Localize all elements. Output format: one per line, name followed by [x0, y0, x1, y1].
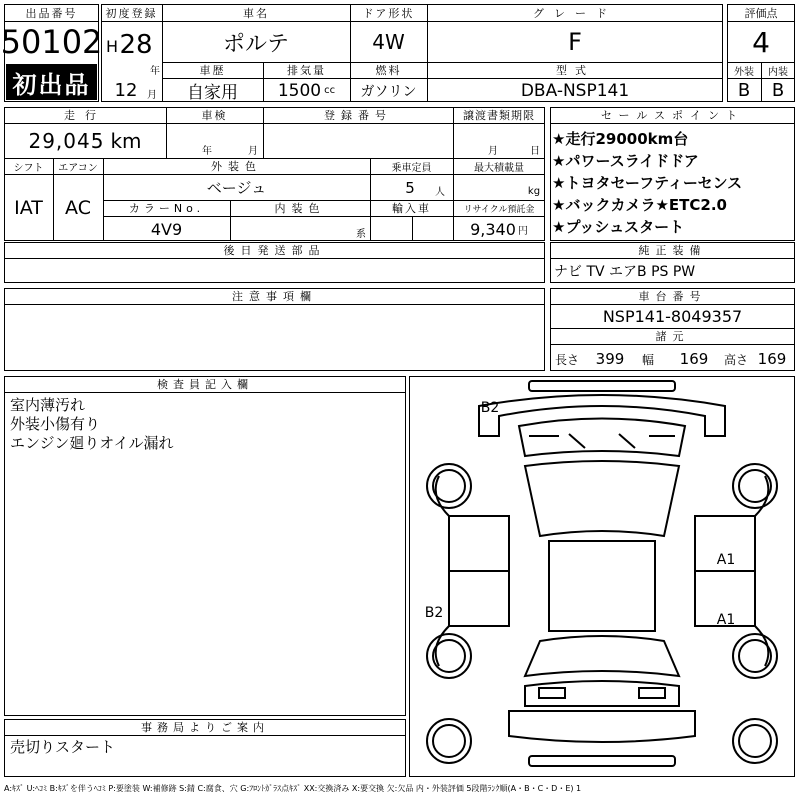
history-value: 自家用	[187, 83, 238, 103]
sales-points-title: セールスポイント	[600, 109, 744, 122]
interior-label: 内装	[768, 66, 788, 78]
office-note: 売切りスタート	[10, 738, 116, 756]
model-label: 型式	[556, 64, 594, 77]
recycle-value: 9,340 円	[470, 219, 528, 239]
inspector-notes	[10, 396, 174, 453]
transfer-deadline-label: 譲渡書類期限	[463, 109, 535, 122]
length-value: 399	[595, 350, 625, 368]
sales-point: ★バックカメラ★ETC2.0	[552, 196, 727, 214]
reg-label: 初度登録	[105, 6, 158, 20]
max-load-unit: kg	[527, 185, 541, 197]
score-label: 評価点	[744, 6, 778, 20]
sales-points-list	[552, 128, 742, 238]
interior-grade: B	[771, 80, 785, 101]
reg-year: 28	[119, 30, 153, 60]
ac-value: AC	[65, 197, 91, 219]
transfer-day-unit: 日	[530, 145, 540, 157]
later-parts-label: 後日発送部品	[223, 244, 326, 257]
inspector-line: エンジン廻りオイル漏れ	[10, 434, 174, 452]
equipment-value: ナビ TV エアB PS PW	[554, 264, 696, 280]
car-name: ポルテ	[222, 31, 289, 57]
sales-point: ★パワースライドドア	[552, 152, 699, 170]
interior-color-label: 内装色	[274, 202, 326, 215]
inspection-label: 車検	[201, 109, 228, 122]
length-label: 長さ	[554, 352, 579, 367]
reg-month: 12	[114, 79, 138, 101]
door-value: 4W	[372, 30, 405, 54]
height-value: 169	[757, 350, 787, 368]
mileage-value: 29,045 km	[28, 129, 142, 153]
color-value: ベージュ	[206, 179, 267, 197]
chassis-number: NSP141-8049357	[602, 307, 743, 326]
notes-title: 注意事項欄	[232, 290, 317, 303]
color-number-label: カラーNo.	[128, 202, 205, 215]
score-value: 4	[752, 25, 770, 59]
interior-color-unit: 系	[356, 228, 366, 240]
damage-mark-right-front: A1	[716, 552, 736, 568]
era: H	[105, 36, 119, 56]
transfer-month-unit: 月	[488, 145, 498, 157]
model-value: DBA-NSP141	[520, 80, 630, 101]
fuel-value: ガソリン	[360, 83, 417, 100]
inspector-line: 外装小傷有り	[10, 415, 101, 433]
car-name-label: 車名	[243, 6, 269, 20]
reg-month-unit: 月	[147, 89, 157, 101]
grade-value: F	[568, 28, 582, 56]
exterior-grade: B	[737, 80, 751, 101]
damage-mark-right-rear: A1	[716, 612, 736, 628]
first-listing-badge: 初出品	[6, 64, 97, 100]
reg-number-label: 登録番号	[324, 109, 392, 122]
height-label: 高さ	[723, 352, 748, 367]
displacement-value: 1500 cc	[277, 80, 336, 101]
grade-label: グレード	[533, 6, 617, 20]
recycle-label: リサイクル預託金	[463, 204, 535, 215]
sales-point: ★トヨタセーフティーセンス	[552, 174, 743, 192]
specs-title: 諸元	[655, 330, 690, 343]
width-label: 幅	[641, 352, 654, 367]
chassis-title: 車台番号	[638, 290, 707, 303]
shift-value: IAT	[14, 197, 43, 219]
shift-label: シフト	[13, 162, 44, 174]
reg-year-unit: 年	[150, 65, 160, 77]
capacity-value: 5	[405, 178, 415, 197]
damage-mark-left-rear: B2	[424, 605, 444, 621]
exterior-label: 外装	[734, 66, 754, 78]
displacement-label: 排気量	[287, 64, 326, 77]
inspector-title: 検査員記入欄	[157, 378, 253, 391]
import-label: 輸入車	[392, 202, 431, 215]
damage-mark-front: B2	[480, 400, 500, 416]
car-diagram	[409, 376, 795, 777]
inspector-line: 室内薄汚れ	[10, 396, 86, 414]
inspection-year-unit: 年	[202, 145, 212, 157]
fuel-label: 燃料	[375, 64, 402, 77]
max-load-label: 最大積載量	[474, 162, 524, 174]
capacity-label: 乗車定員	[391, 162, 432, 174]
sales-point: ★走行29000km台	[552, 130, 689, 148]
door-label: ドア形状	[362, 6, 415, 20]
ac-label: エアコン	[58, 162, 98, 174]
lot-number: 50102	[0, 23, 103, 61]
equipment-title: 純正装備	[638, 244, 707, 257]
mileage-label: 走行	[64, 109, 106, 122]
inspection-month-unit: 月	[248, 145, 258, 157]
color-label: 外装色	[211, 160, 262, 173]
legend-footer: A:ｷｽﾞ U:ﾍｺﾐ B:ｷｽﾞを伴うﾍｺﾐ P:要塗装 W:補修跡 S:錆 C:腐食、穴 G:ﾌﾛﾝﾄｶﾞﾗｽ点ｷｽﾞ XX:交換済み X:要交換 欠:欠品 内・外装評価 5段階ﾗﾝｸ順(A・B・C・D・E) 1	[4, 783, 582, 793]
history-label: 車歴	[199, 64, 226, 77]
office-title: 事務局よりご案内	[141, 721, 269, 734]
lot-label: 出品番号	[25, 6, 78, 20]
capacity-unit: 人	[435, 186, 445, 198]
width-value: 169	[679, 350, 709, 368]
sales-point: ★プッシュスタート	[552, 218, 685, 236]
color-number-value: 4V9	[150, 219, 183, 239]
